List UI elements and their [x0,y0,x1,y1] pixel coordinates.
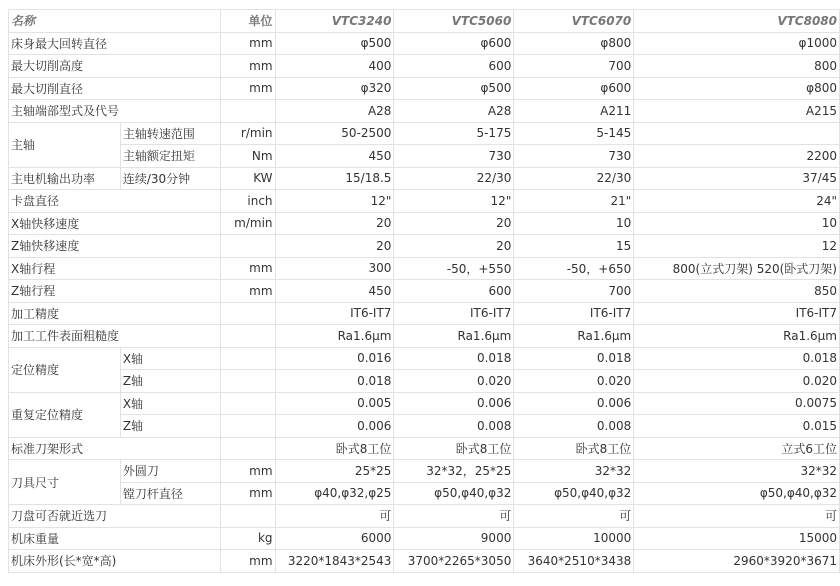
row-value: 卧式8工位 [514,437,634,460]
row-unit: mm [220,257,275,280]
row-label: 最大切削高度 [9,55,221,78]
row-unit: mm [220,550,275,573]
row-value: 32*32 [634,460,840,483]
row-value: φ600 [514,77,634,100]
table-row [9,257,840,280]
row-value: 730 [394,145,514,168]
row-value: 0.020 [394,370,514,393]
row-value: 25*25 [275,460,394,483]
table-row [9,482,840,505]
row-value: 300 [275,257,394,280]
row-group-label: 定位精度 [9,347,121,392]
header-row [9,10,840,33]
row-value: Ra1.6μm [275,325,394,348]
row-sub-label: 外圆刀 [120,460,220,483]
row-value: 0.018 [394,347,514,370]
row-label: 主轴端部型式及代号 [9,100,221,123]
row-value: φ800 [514,32,634,55]
row-unit: mm [220,32,275,55]
row-value: 立式6工位 [634,437,840,460]
row-unit [220,370,275,393]
row-value: 20 [394,212,514,235]
row-sub-label: Z轴 [120,370,220,393]
row-value: 可 [275,505,394,528]
row-value: 700 [514,55,634,78]
row-value: 0.015 [634,415,840,438]
row-unit: m/min [220,212,275,235]
table-row [9,550,840,573]
table-row [9,145,840,168]
row-value: 3700*2265*3050 [394,550,514,573]
row-unit [220,392,275,415]
table-row [9,460,840,483]
row-unit: KW [220,167,275,190]
row-value: 15 [514,235,634,258]
row-unit: r/min [220,122,275,145]
table-row [9,347,840,370]
row-value: 50-2500 [275,122,394,145]
row-unit: mm [220,55,275,78]
row-value: 0.008 [514,415,634,438]
row-value: 15000 [634,527,840,550]
row-label: 刀盘可否就近选刀 [9,505,221,528]
row-value: IT6-IT7 [514,302,634,325]
row-label: Z轴行程 [9,280,221,303]
row-value: 卧式8工位 [394,437,514,460]
row-sub-label: Z轴 [120,415,220,438]
row-label: 主电机输出功率 [9,167,121,190]
row-sub-label: 主轴额定扭矩 [120,145,220,168]
row-label: 卡盘直径 [9,190,221,213]
row-value: Ra1.6μm [634,325,840,348]
table-row [9,167,840,190]
spec-table [8,9,840,573]
row-value: φ800 [634,77,840,100]
row-value: 600 [394,55,514,78]
row-value: 32*32 [514,460,634,483]
row-group-label: 刀具尺寸 [9,460,121,505]
row-value: 卧式8工位 [275,437,394,460]
row-value: 450 [275,280,394,303]
row-unit: Nm [220,145,275,168]
row-value: 24" [634,190,840,213]
row-value: 10 [514,212,634,235]
row-unit [220,437,275,460]
row-sub-label: 镗刀杆直径 [120,482,220,505]
row-value: 5-175 [394,122,514,145]
row-value: 450 [275,145,394,168]
row-unit [220,302,275,325]
row-value: 20 [394,235,514,258]
row-value: 22/30 [514,167,634,190]
row-value: A28 [394,100,514,123]
row-label: 机床重量 [9,527,221,550]
row-value: φ500 [275,32,394,55]
header-name: 名称 [9,10,221,33]
row-value: 10000 [514,527,634,550]
row-value: 可 [394,505,514,528]
table-row [9,370,840,393]
row-value: 5-145 [514,122,634,145]
row-value: IT6-IT7 [275,302,394,325]
table-row [9,190,840,213]
row-label: 加工精度 [9,302,221,325]
row-value: 2960*3920*3671 [634,550,840,573]
row-sub-label: X轴 [120,392,220,415]
row-value: φ500 [394,77,514,100]
table-row [9,235,840,258]
row-label: X轴快移速度 [9,212,221,235]
table-row [9,122,840,145]
row-value: 0.008 [394,415,514,438]
row-sub-label: 主轴转速范围 [120,122,220,145]
table-row [9,55,840,78]
row-sub-label: X轴 [120,347,220,370]
row-label: 机床外形(长*宽*高) [9,550,221,573]
table-row [9,302,840,325]
header-model: VTC8080 [634,10,840,33]
spec-table-body [9,10,840,573]
row-unit [220,347,275,370]
row-label: Z轴快移速度 [9,235,221,258]
row-value: 400 [275,55,394,78]
row-value: 9000 [394,527,514,550]
table-row [9,280,840,303]
row-value: 37/45 [634,167,840,190]
table-row [9,415,840,438]
row-value: 0.018 [275,370,394,393]
table-row [9,32,840,55]
row-group-label: 重复定位精度 [9,392,121,437]
row-value: -50，+650 [514,257,634,280]
row-value: 3220*1843*2543 [275,550,394,573]
row-value: Ra1.6μm [394,325,514,348]
row-value: 700 [514,280,634,303]
row-value: φ600 [394,32,514,55]
row-value: 0.018 [634,347,840,370]
row-value: 800 [634,55,840,78]
row-unit [220,235,275,258]
row-sub-label: 连续/30分钟 [120,167,220,190]
row-value: 32*32，25*25 [394,460,514,483]
row-value: IT6-IT7 [634,302,840,325]
row-value: 12" [394,190,514,213]
row-value: 730 [514,145,634,168]
row-value: 12" [275,190,394,213]
row-value: φ50,φ40,φ32 [394,482,514,505]
row-unit: mm [220,460,275,483]
row-value: 800(立式刀架) 520(卧式刀架) [634,257,840,280]
table-row [9,325,840,348]
row-unit: inch [220,190,275,213]
row-group-label: 主轴 [9,122,121,167]
row-value: 22/30 [394,167,514,190]
row-label: 加工工件表面粗糙度 [9,325,221,348]
table-row [9,505,840,528]
row-value: 2200 [634,145,840,168]
row-unit [220,325,275,348]
table-row [9,527,840,550]
row-value: 0.020 [514,370,634,393]
row-unit [220,505,275,528]
row-value: A215 [634,100,840,123]
row-value [634,122,840,145]
table-row [9,100,840,123]
row-value: 21" [514,190,634,213]
row-value: 0.006 [275,415,394,438]
header-model: VTC5060 [394,10,514,33]
row-value: 15/18.5 [275,167,394,190]
row-label: X轴行程 [9,257,221,280]
row-value: 12 [634,235,840,258]
row-value: IT6-IT7 [394,302,514,325]
row-value: φ50,φ40,φ32 [514,482,634,505]
row-value: A28 [275,100,394,123]
row-value: 0.0075 [634,392,840,415]
row-value: Ra1.6μm [514,325,634,348]
row-value: 0.005 [275,392,394,415]
table-row [9,77,840,100]
row-value: 0.020 [634,370,840,393]
row-unit: kg [220,527,275,550]
table-row [9,437,840,460]
row-value: 0.006 [394,392,514,415]
table-row [9,392,840,415]
row-value: 20 [275,235,394,258]
row-value: 0.016 [275,347,394,370]
row-unit: mm [220,77,275,100]
row-value: 可 [634,505,840,528]
header-unit: 单位 [220,10,275,33]
row-value: φ40,φ32,φ25 [275,482,394,505]
row-unit: mm [220,482,275,505]
row-value: 850 [634,280,840,303]
row-value: 20 [275,212,394,235]
row-label: 标准刀架形式 [9,437,221,460]
row-label: 最大切削直径 [9,77,221,100]
row-unit [220,415,275,438]
row-value: 0.006 [514,392,634,415]
row-value: 可 [514,505,634,528]
row-label: 床身最大回转直径 [9,32,221,55]
row-value: A211 [514,100,634,123]
row-value: -50，+550 [394,257,514,280]
row-value: 6000 [275,527,394,550]
row-value: 10 [634,212,840,235]
header-model: VTC6070 [514,10,634,33]
table-row [9,212,840,235]
row-unit [220,100,275,123]
row-value: φ50,φ40,φ32 [634,482,840,505]
row-unit: mm [220,280,275,303]
row-value: 3640*2510*3438 [514,550,634,573]
header-model: VTC3240 [275,10,394,33]
row-value: φ320 [275,77,394,100]
row-value: 600 [394,280,514,303]
row-value: φ1000 [634,32,840,55]
row-value: 0.018 [514,347,634,370]
